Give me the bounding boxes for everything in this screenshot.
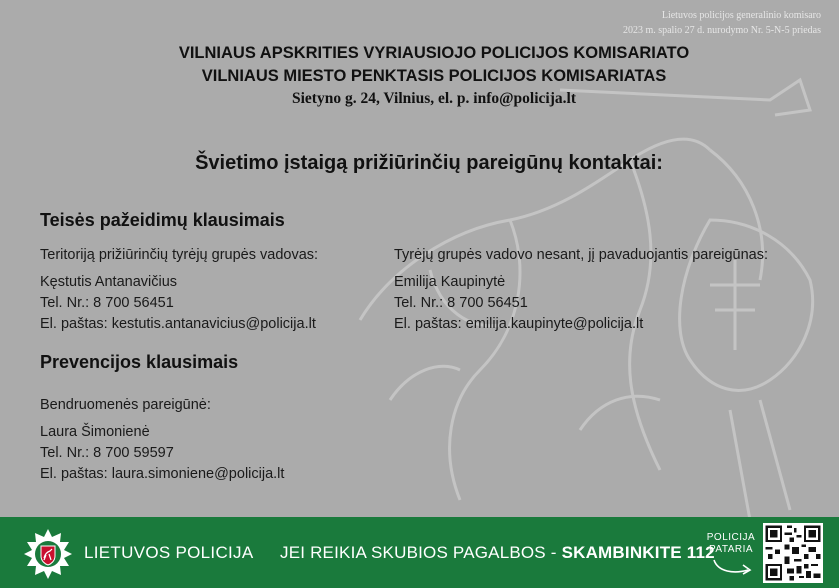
emergency-number: SKAMBINKITE 112	[561, 543, 715, 562]
contact-phone: Tel. Nr.: 8 700 56451	[40, 295, 174, 311]
contact-role: Bendruomenės pareigūnė:	[40, 397, 211, 413]
contact-phone: Tel. Nr.: 8 700 59597	[40, 445, 174, 461]
police-name: LIETUVOS POLICIJA	[84, 543, 254, 562]
contact-card	[40, 395, 284, 485]
emergency-text: JEI REIKIA SKUBIOS PAGALBOS -	[280, 543, 562, 562]
contact-role: Tyrėjų grupės vadovo nesant, jį pavaduojantis pareigūnas:	[394, 247, 769, 263]
contact-email: El. paštas: kestutis.antanavicius@policija.lt	[40, 316, 316, 332]
section-title-prevention: Prevencijos klausimais	[40, 352, 239, 372]
emergency-message	[280, 543, 715, 563]
order-note	[623, 8, 821, 38]
qr-code-icon[interactable]	[763, 523, 823, 583]
contact-phone: Tel. Nr.: 8 700 56451	[394, 295, 528, 311]
contact-role: Teritoriją prižiūrinčių tyrėjų grupės vadovas:	[40, 247, 319, 263]
police-emblem-icon	[22, 527, 74, 579]
contact-name: Laura Šimonienė	[40, 424, 150, 440]
contact-email: El. paštas: laura.simoniene@policija.lt	[40, 466, 285, 482]
org-address: Sietyno g. 24, Vilnius, el. p. info@policija.lt	[292, 90, 576, 107]
contact-card	[394, 245, 768, 335]
contact-card	[40, 245, 318, 335]
contact-name: Kęstutis Antanavičius	[40, 274, 178, 290]
header	[0, 42, 839, 110]
contact-email: El. paštas: emilija.kaupinyte@policija.lt	[394, 316, 644, 332]
section-title-violations: Teisės pažeidimų klausimais	[40, 210, 285, 230]
order-note-line2: 2023 m. spalio 27 d. nurodymo Nr. 5-N-5 priedas	[622, 25, 821, 36]
curved-arrow-icon	[710, 556, 756, 578]
order-note-line1: Lietuvos policijos generalinio komisaro	[661, 10, 821, 21]
org-name-station: VILNIAUS MIESTO PENKTASIS POLICIJOS KOMISARIATAS	[201, 67, 667, 85]
police-advises	[704, 532, 758, 556]
footer-banner	[0, 517, 839, 588]
page-title: Švietimo įstaigą prižiūrinčių pareigūnų kontaktai:	[195, 152, 663, 174]
org-name-county: VILNIAUS APSKRITIES VYRIAUSIOJO POLICIJOS KOMISARIATO	[178, 44, 690, 62]
advises-line2: PATARIA	[708, 544, 754, 555]
advises-line1: POLICIJA	[706, 532, 756, 543]
contact-name: Emilija Kaupinytė	[394, 274, 506, 290]
